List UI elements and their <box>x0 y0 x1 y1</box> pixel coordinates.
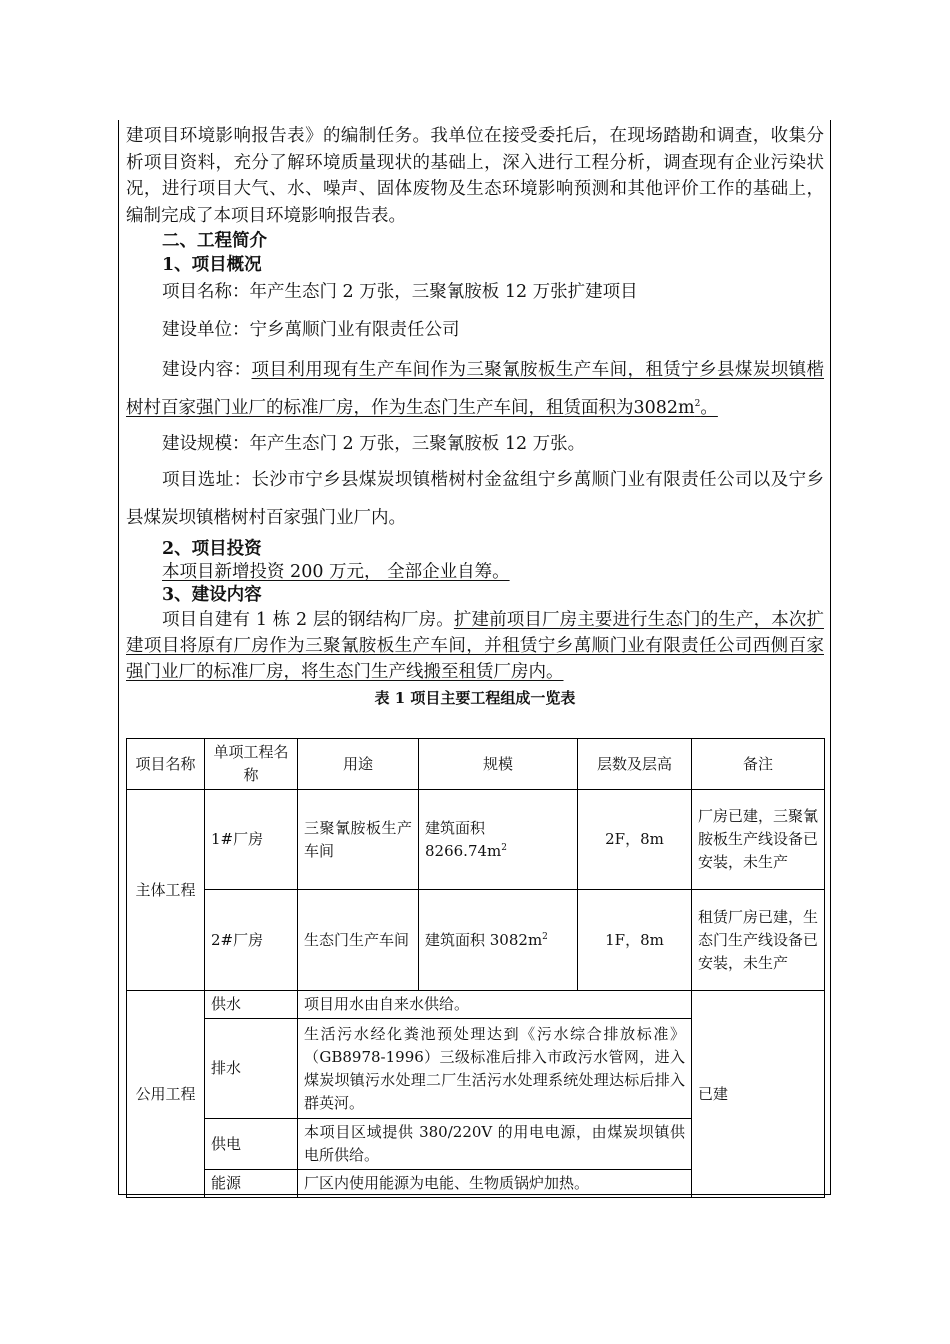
group-cell-public: 公用工程 <box>127 991 205 1198</box>
table-row <box>127 790 825 890</box>
scale-text: 建筑面积 8266.74m <box>425 818 502 860</box>
subsection-title-overview: 1、项目概况 <box>162 255 262 275</box>
desc-cell: 厂区内使用能源为电能、生物质锅炉加热。 <box>298 1170 692 1198</box>
section-title-project-intro: 二、工程简介 <box>162 231 267 251</box>
scale-sup: 2 <box>542 931 548 942</box>
construction-unit-line: 建设单位：宁乡萬顺门业有限责任公司 <box>162 320 460 340</box>
use-cell: 生态门生产车间 <box>298 890 419 991</box>
subsection-title-investment: 2、项目投资 <box>162 539 262 559</box>
desc-cell: 项目用水由自来水供给。 <box>298 991 692 1019</box>
content-area: 3082m <box>633 398 695 418</box>
group-cell-main: 主体工程 <box>127 790 205 991</box>
scale-cell <box>419 890 578 991</box>
desc-cell: 生活污水经化粪池预处理达到《污水综合排放标准》（GB8978-1996）三级标准后排入市政污水管网，进入煤炭坝镇污水处理二厂生活污水处理系统处理达标后排入群英河。 <box>298 1019 692 1119</box>
content-area-sup: 2 <box>694 399 701 410</box>
project-composition-table <box>126 738 825 1198</box>
scale-cell <box>419 790 578 890</box>
document-body <box>126 123 824 709</box>
table-row <box>127 991 825 1019</box>
note-cell-public: 已建 <box>692 991 825 1198</box>
note-cell: 租赁厂房已建，生态门生产线设备已安装，未生产 <box>692 890 825 991</box>
content-underlined-text: 扩建前项目厂房主要进行生态门的生产，本次扩建项目将原有厂房作为三聚氰胺板生产车间，并租赁宁乡萬顺门业有限责任公司西侧百家强门业厂的标准厂房，将生态门生产线搬至租赁厂房内。 <box>126 610 824 682</box>
floors-cell: 1F，8m <box>578 890 692 991</box>
table-caption: 表 1 项目主要工程组成一览表 <box>374 689 576 707</box>
scale-sup: 2 <box>501 842 507 853</box>
intro-paragraph: 建项目环境影响报告表》的编制任务。我单位在接受委托后，在现场踏勘和调查，收集分析项目资料，充分了解环境质量现状的基础上，深入进行工程分析，调查现有企业污染状况，进行项目大气、水、噪声、固体废物及生态环境影响预测和其他评价工作的基础上，编制完成了本项目环境影响报告表。 <box>126 126 824 226</box>
use-cell: 三聚氰胺板生产车间 <box>298 790 419 890</box>
construction-content-paragraph <box>126 351 824 427</box>
item-cell: 能源 <box>205 1170 298 1198</box>
investment-text: 本项目新增投资 200 万元， 全部企业自筹。 <box>162 562 510 582</box>
item-cell: 1#厂房 <box>205 790 298 890</box>
subsection-title-content: 3、建设内容 <box>162 585 262 605</box>
table-header-row <box>127 739 825 790</box>
scale-text: 建筑面积 3082m <box>425 930 543 949</box>
desc-cell: 本项目区域提供 380/220V 的用电电源，由煤炭坝镇供电所供给。 <box>298 1119 692 1170</box>
content-plain: 项目自建有 1 栋 2 层的钢结构厂房。 <box>162 610 454 630</box>
item-cell: 供电 <box>205 1119 298 1170</box>
content-label: 建设内容： <box>162 360 252 380</box>
content-end: 。 <box>700 398 718 418</box>
item-cell: 2#厂房 <box>205 890 298 991</box>
header-cell: 规模 <box>419 739 578 790</box>
floors-cell: 2F，8m <box>578 790 692 890</box>
table-row <box>127 890 825 991</box>
note-cell: 厂房已建，三聚氰胺板生产线设备已安装，未生产 <box>692 790 825 890</box>
content-paragraph <box>126 607 824 685</box>
header-cell: 层数及层高 <box>578 739 692 790</box>
content-text: 项目利用现有生产车间作为三聚氰胺板生产车间，租赁宁乡县煤炭坝镇楷树村百家强门业厂的标准厂房，作为生态门生产车间，租赁面积为 <box>126 360 824 418</box>
header-cell: 用途 <box>298 739 419 790</box>
item-cell: 供水 <box>205 991 298 1019</box>
header-cell: 项目名称 <box>127 739 205 790</box>
header-cell: 备注 <box>692 739 825 790</box>
project-site-paragraph: 项目选址：长沙市宁乡县煤炭坝镇楷树村金盆组宁乡萬顺门业有限责任公司以及宁乡县煤炭坝镇楷树村百家强门业厂内。 <box>126 470 824 528</box>
construction-scale-line: 建设规模：年产生态门 2 万张，三聚氰胺板 12 万张。 <box>162 434 586 454</box>
investment-line <box>126 561 824 583</box>
item-cell: 排水 <box>205 1019 298 1119</box>
project-name-line: 项目名称：年产生态门 2 万张，三聚氰胺板 12 万张扩建项目 <box>162 282 638 302</box>
header-cell: 单项工程名称 <box>205 739 298 790</box>
